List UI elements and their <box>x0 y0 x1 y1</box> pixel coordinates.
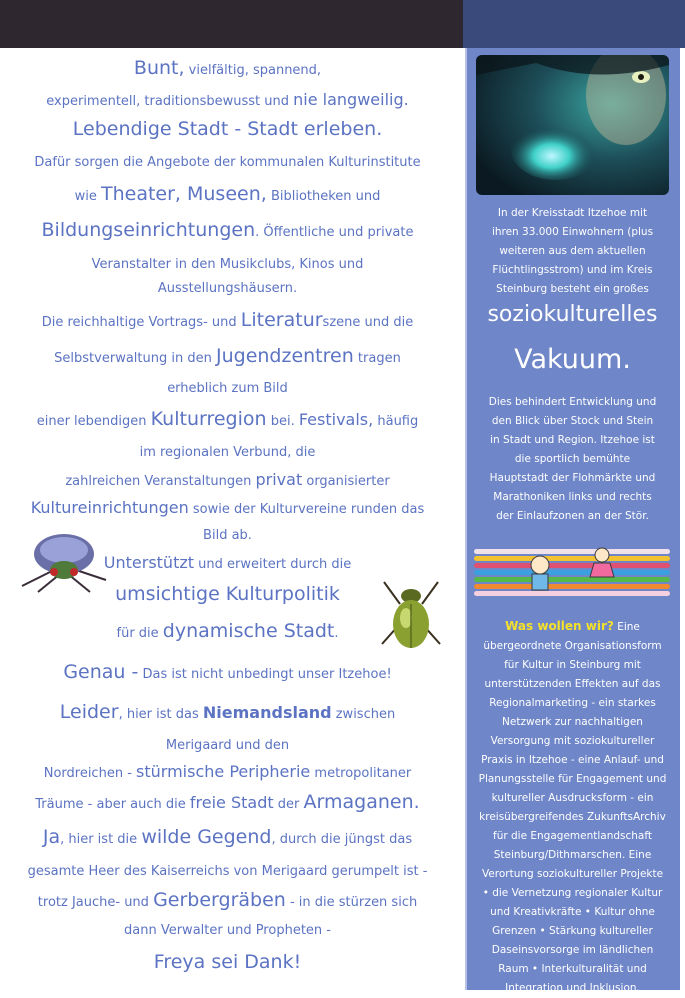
line-25: Ja, hier ist die wilde Gegend, durch die jüngst das <box>42 826 413 848</box>
sidebar-question-line: Was wollen wir? Eine <box>505 619 640 633</box>
line-20: Genau - Das ist nicht unbedingt unser Itzehoe! <box>63 661 392 683</box>
rainbow-children-drawing-image <box>474 543 670 599</box>
sidebar-heading-vakuum: Vakuum. <box>514 344 631 375</box>
line-5: wie Theater, Museen, Bibliotheken und <box>74 183 381 205</box>
line-13: im regionalen Verbund, die <box>139 445 316 460</box>
sidebar-heading-soziokulturelles: soziokulturelles <box>487 302 658 327</box>
line-21: Leider, hier ist das Niemandsland zwischen <box>59 701 396 723</box>
line-12: einer lebendigen Kulturregion bei. Festivals, häufig <box>36 408 419 430</box>
line-26: gesamte Heer des Kaiserreichs von Merigaard gerumpelt ist - <box>27 864 428 879</box>
blue-beetle-image <box>18 528 110 594</box>
line-8: Ausstellungshäusern. <box>157 281 298 296</box>
line-27: trotz Jauche- und Gerbergräben - in die stürzen sich <box>37 889 418 911</box>
line-29-closing: Freya sei Dank! <box>153 951 302 973</box>
line-23: Nordreichen - stürmische Peripherie metropolitaner <box>43 762 412 781</box>
line-10: Selbstverwaltung in den Jugendzentren tragen <box>54 345 401 367</box>
line-24: Träume - aber auch die freie Stadt der Armaganen. <box>35 791 420 813</box>
line-22: Merigaard und den <box>165 738 290 753</box>
line-19: für die dynamische Stadt. <box>116 620 339 642</box>
top-bar-sidebar <box>463 0 685 48</box>
sidebar-paragraph-2: Dies behindert Entwicklung und den Blick über Stock und Stein in Stadt und Region. Itzehoe ist die sportlich bemühte Hauptstadt der Flohmärkte und Marathoniken links und rechts der Einlaufzonen an der Stör. <box>488 396 657 522</box>
top-bar-dark <box>0 0 463 48</box>
line-17: Unterstützt und erweitert durch die <box>103 553 352 572</box>
line-2: experimentell, traditionsbewusst und nie langweilig. <box>46 90 409 109</box>
line-1: Bunt, vielfältig, spannend, <box>133 57 322 79</box>
line-9: Die reichhaltige Vortrags- und Literaturszene und die <box>41 309 414 331</box>
line-3-headline: Lebendige Stadt - Stadt erleben. <box>72 118 383 140</box>
line-14: zahlreichen Veranstaltungen privat organisierter <box>65 470 390 489</box>
line-7: Veranstalter in den Musikclubs, Kinos und <box>91 257 364 272</box>
sidebar-question-title: Was wollen wir? <box>505 619 614 633</box>
portrait-artwork-image <box>476 55 669 195</box>
line-28: dann Verwalter und Propheten - <box>124 923 331 938</box>
line-18: umsichtige Kulturpolitik <box>115 583 340 605</box>
green-beetle-image <box>380 574 442 658</box>
line-4: Dafür sorgen die Angebote der kommunalen Kulturinstitute <box>34 155 421 170</box>
line-15: Kultureinrichtungen sowie der Kulturvereine runden das <box>30 498 425 517</box>
line-6: Bildungseinrichtungen. Öffentliche und private <box>41 219 414 241</box>
sidebar-paragraph-1: In der Kreisstadt Itzehoe mit ihren 33.000 Einwohnern (plus weiteren aus dem aktuellen Flüchtlingsstrom) und im Kreis Steinburg besteht ein großes <box>491 207 654 295</box>
line-16: Bild ab. <box>203 528 252 543</box>
sidebar-paragraph-3: Was wollen wir? Eine übergeordnete Organisationsform für Kultur in Steinburg mit unterstützenden Effekten auf das Regionalmarketing - ein starkes Netzwerk zur nachhaltigen Versorgung mit soziokultureller Praxis in Itzehoe - eine Anlauf- und Planungsstelle für Engagement und kultureller Ausdrucksform - ein kreisübergreifendes ZukunftsArchiv für die Engagementlandschaft Steinburg/Dithmarschen. Eine Verortung soziokultureller Projekte • die Vernetzung regionaler Kultur und Kreativkräfte • Kultur ohne Grenzen • Stärkung kultureller Daseinsvorsorge im ländlichen Raum • Interkulturalität und Integration und Inklusion. <box>470 617 675 998</box>
line-11: erheblich zum Bild <box>167 381 288 396</box>
